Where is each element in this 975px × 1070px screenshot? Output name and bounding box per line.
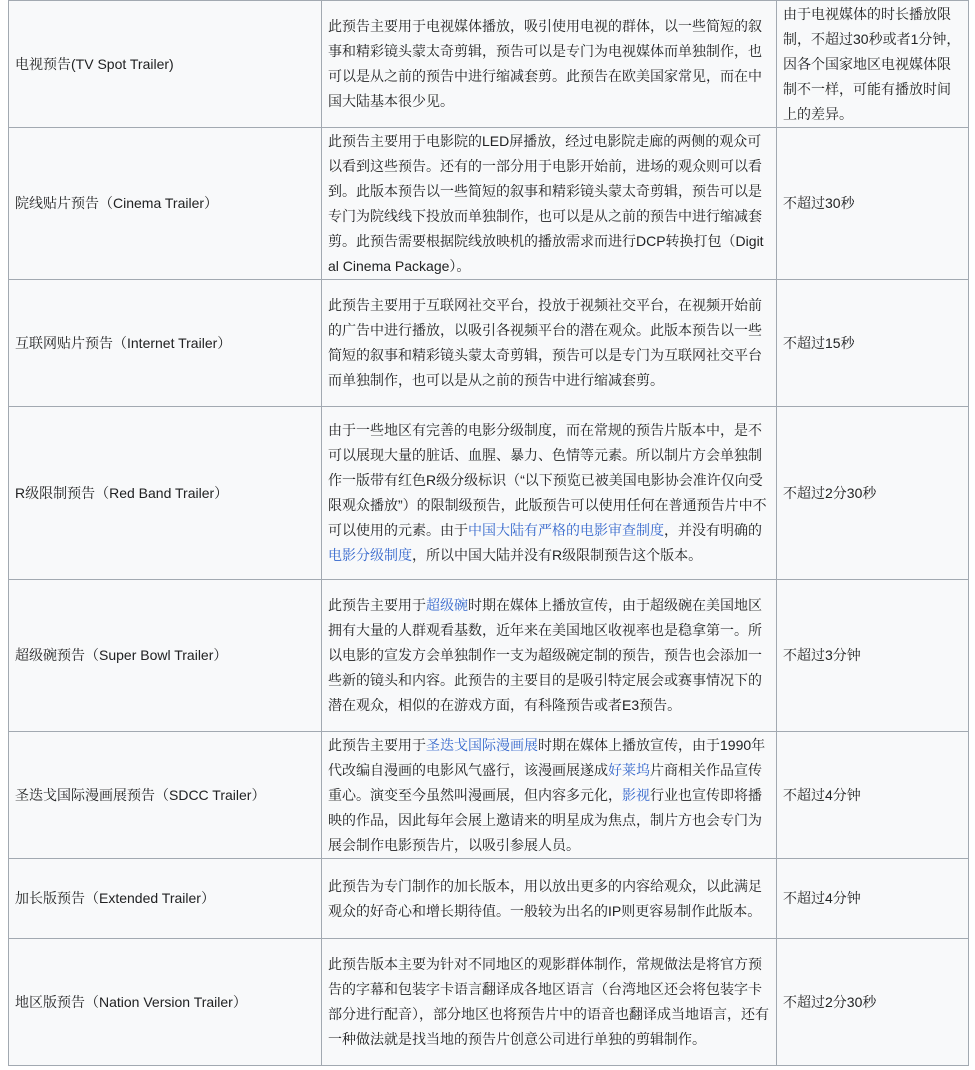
description-text: 此预告主要用于 xyxy=(328,597,426,613)
trailer-description-cell xyxy=(322,939,777,1066)
table-row xyxy=(9,1,969,128)
trailer-duration-cell: 由于电视媒体的时长播放限制，不超过30秒或者1分钟，因各个国家地区电视媒体限制不一样，可能有播放时间上的差异。 xyxy=(777,1,969,128)
description-text: ，所以中国大陆并没有R级限制预告这个版本。 xyxy=(412,547,703,563)
description-text: 时期在媒体上播放宣传，由于1990年代改编自漫画的电影风气盛行，该漫画展遂成 xyxy=(328,736,766,778)
trailer-duration-cell: 不超过30秒 xyxy=(777,128,969,280)
trailer-duration-cell: 不超过2分30秒 xyxy=(777,407,969,580)
trailer-duration-cell: 不超过4分钟 xyxy=(777,859,969,939)
table-row xyxy=(9,128,969,280)
description-link[interactable]: 圣迭戈国际漫画展 xyxy=(426,736,538,753)
trailer-name-cell: 地区版预告（Nation Version Trailer） xyxy=(9,939,322,1066)
trailer-description-cell xyxy=(322,280,777,407)
table-row xyxy=(9,580,969,732)
description-text: 此预告主要用于电影院的LED屏播放，经过电影院走廊的两侧的观众可以看到这些预告。还有的一部分用于电影开始前，进场的观众则可以看到。此版本预告以一些简短的叙事和精彩镜头蒙太奇剪辑，预告可以是专门为院线线下投放而单独制作，也可以是从之前的预告中进行缩减套剪。此预告需要根据院线放映机的播放需求而进行DCP转换打包（Digital Cinema Package）。 xyxy=(328,132,764,274)
table-row xyxy=(9,732,969,859)
description-text: 时期在媒体上播放宣传，由于超级碗在美国地区拥有大量的人群观看基数，近年来在美国地区收视率也是稳拿第一。所以电影的宣发方会单独制作一支为超级碗定制的预告，预告也会添加一些新的镜头和内容。此预告的主要目的是吸引特定展会或赛事情况下的潜在观众，相似的在游戏方面，有科隆预告或者E3预告。 xyxy=(328,597,762,713)
trailer-name-cell: 加长版预告（Extended Trailer） xyxy=(9,859,322,939)
trailer-name-cell: R级限制预告（Red Band Trailer） xyxy=(9,407,322,580)
trailer-description-cell xyxy=(322,407,777,580)
trailer-description-cell xyxy=(322,859,777,939)
trailer-duration-cell: 不超过3分钟 xyxy=(777,580,969,732)
table-row xyxy=(9,939,969,1066)
description-text: 由于一些地区有完善的电影分级制度，而在常规的预告片版本中，是不可以展现大量的脏话、血腥、暴力、色情等元素。所以制片方会单独制作一版带有红色R级分级标识（“以下预览已被美国电影协会准许仅向受限观众播放”）的限制级预告，此版预告可以使用任何在普通预告片中不可以使用的元素。由于 xyxy=(328,422,767,538)
trailer-duration-cell: 不超过4分钟 xyxy=(777,732,969,859)
trailer-types-table-wrapper xyxy=(8,0,968,1066)
description-text: ，并没有明确的 xyxy=(664,522,762,538)
table-row xyxy=(9,280,969,407)
trailer-types-table xyxy=(8,0,969,1066)
trailer-name-cell: 互联网贴片预告（Internet Trailer） xyxy=(9,280,322,407)
description-link[interactable]: 中国大陆有严格的电影审查制度 xyxy=(468,522,664,538)
description-link[interactable]: 超级碗 xyxy=(426,597,468,613)
trailer-name-cell: 圣迭戈国际漫画展预告（SDCC Trailer） xyxy=(9,732,322,859)
description-text: 此预告主要用于电视媒体播放，吸引使用电视的群体，以一些简短的叙事和精彩镜头蒙太奇剪辑，预告可以是专门为电视媒体而单独制作，也可以是从之前的预告中进行缩减套剪。此预告在欧美国家常见，而在中国大陆基本很少见。 xyxy=(328,18,762,109)
table-row xyxy=(9,859,969,939)
trailer-description-cell xyxy=(322,580,777,732)
description-text: 此预告主要用于互联网社交平台，投放于视频社交平台，在视频开始前的广告中进行播放，以吸引各视频平台的潜在观众。此版本预告以一些简短的叙事和精彩镜头蒙太奇剪辑，预告可以是专门为互联网社交平台而单独制作，也可以是从之前的预告中进行缩减套剪。 xyxy=(328,297,762,388)
description-link[interactable]: 影视 xyxy=(622,786,650,803)
trailer-name-cell: 电视预告(TV Spot Trailer) xyxy=(9,1,322,128)
table-body xyxy=(9,1,969,1066)
trailer-description-cell xyxy=(322,128,777,280)
trailer-duration-cell: 不超过15秒 xyxy=(777,280,969,407)
trailer-description-cell xyxy=(322,732,777,859)
description-text: 此预告为专门制作的加长版本，用以放出更多的内容给观众，以此满足观众的好奇心和增长期待值。一般较为出名的IP则更容易制作此版本。 xyxy=(328,877,762,919)
table-row xyxy=(9,407,969,580)
description-link[interactable]: 好莱坞 xyxy=(608,761,650,778)
description-text: 此预告版本主要为针对不同地区的观影群体制作，常规做法是将官方预告的字幕和包装字卡语言翻译成各地区语言（台湾地区还会将包装字卡部分进行配音），部分地区也将预告片中的语音也翻译成当地语言，还有一种做法就是找当地的预告片创意公司进行单独的剪辑制作。 xyxy=(328,956,769,1047)
trailer-name-cell: 院线贴片预告（Cinema Trailer） xyxy=(9,128,322,280)
description-link[interactable]: 电影分级制度 xyxy=(328,547,412,563)
trailer-name-cell: 超级碗预告（Super Bowl Trailer） xyxy=(9,580,322,732)
trailer-description-cell xyxy=(322,1,777,128)
description-text: 此预告主要用于 xyxy=(328,736,426,753)
description-text: 行业也宣传即将播映的作品，因此每年会展上邀请来的明星成为焦点，制片方也会专门为展会制作电影预告片，以吸引参展人员。 xyxy=(328,786,762,853)
trailer-duration-cell: 不超过2分30秒 xyxy=(777,939,969,1066)
description-text: 片商相关作品宣传重心。演变至今虽然叫漫画展，但内容多元化， xyxy=(328,761,762,803)
